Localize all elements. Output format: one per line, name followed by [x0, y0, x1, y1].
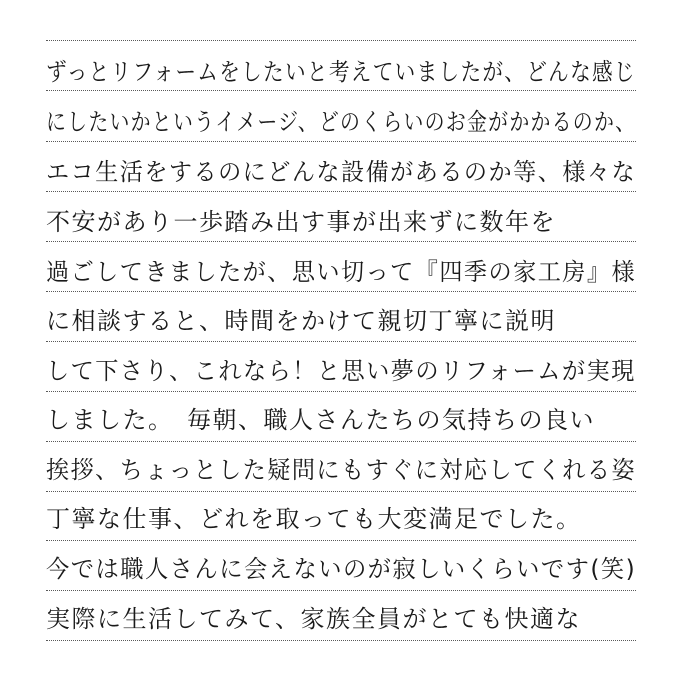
letter-line-11: 今では職人さんに会えないのが寂しいくらいです(笑): [46, 555, 637, 583]
ruled-line: [46, 40, 636, 41]
letter-line-12: 実際に生活してみて、家族全員がとても快適な: [46, 605, 582, 633]
letter-line-4: 不安があり一歩踏み出す事が出来ずに数年を: [46, 208, 556, 236]
ruled-line: [46, 341, 636, 342]
ruled-line: [46, 540, 636, 541]
ruled-line: [46, 141, 636, 142]
letter-line-6: に相談すると、時間をかけて親切丁寧に説明: [46, 307, 556, 335]
ruled-line: [46, 90, 636, 91]
ruled-line: [46, 391, 636, 392]
letter-line-10: 丁寧な仕事、どれを取っても大変満足でした。: [46, 505, 582, 533]
ruled-line: [46, 590, 636, 591]
letter-line-7: して下さり、これなら！と思い夢のリフォームが実現: [46, 357, 636, 385]
ruled-line: [46, 241, 636, 242]
letter-line-2: にしたいかというイメージ、どのくらいのお金がかかるのか、: [46, 108, 637, 136]
ruled-line: [46, 291, 636, 292]
ruled-line: [46, 491, 636, 492]
letter-line-1: ずっとリフォームをしたいと考えていましたが、どんな感じ: [46, 58, 636, 86]
letter-line-8: しました。 毎朝、職人さんたちの気持ちの良い: [46, 406, 595, 434]
ruled-line: [46, 640, 636, 641]
letter-line-5: 過ごしてきましたが、思い切って『四季の家工房』様: [46, 258, 637, 286]
ruled-line: [46, 441, 636, 442]
ruled-line: [46, 191, 636, 192]
letter-line-3: エコ生活をするのにどんな設備があるのか等、様々な: [46, 158, 637, 186]
letter-line-9: 挨拶、ちょっとした疑問にもすぐに対応してくれる姿: [46, 456, 637, 484]
